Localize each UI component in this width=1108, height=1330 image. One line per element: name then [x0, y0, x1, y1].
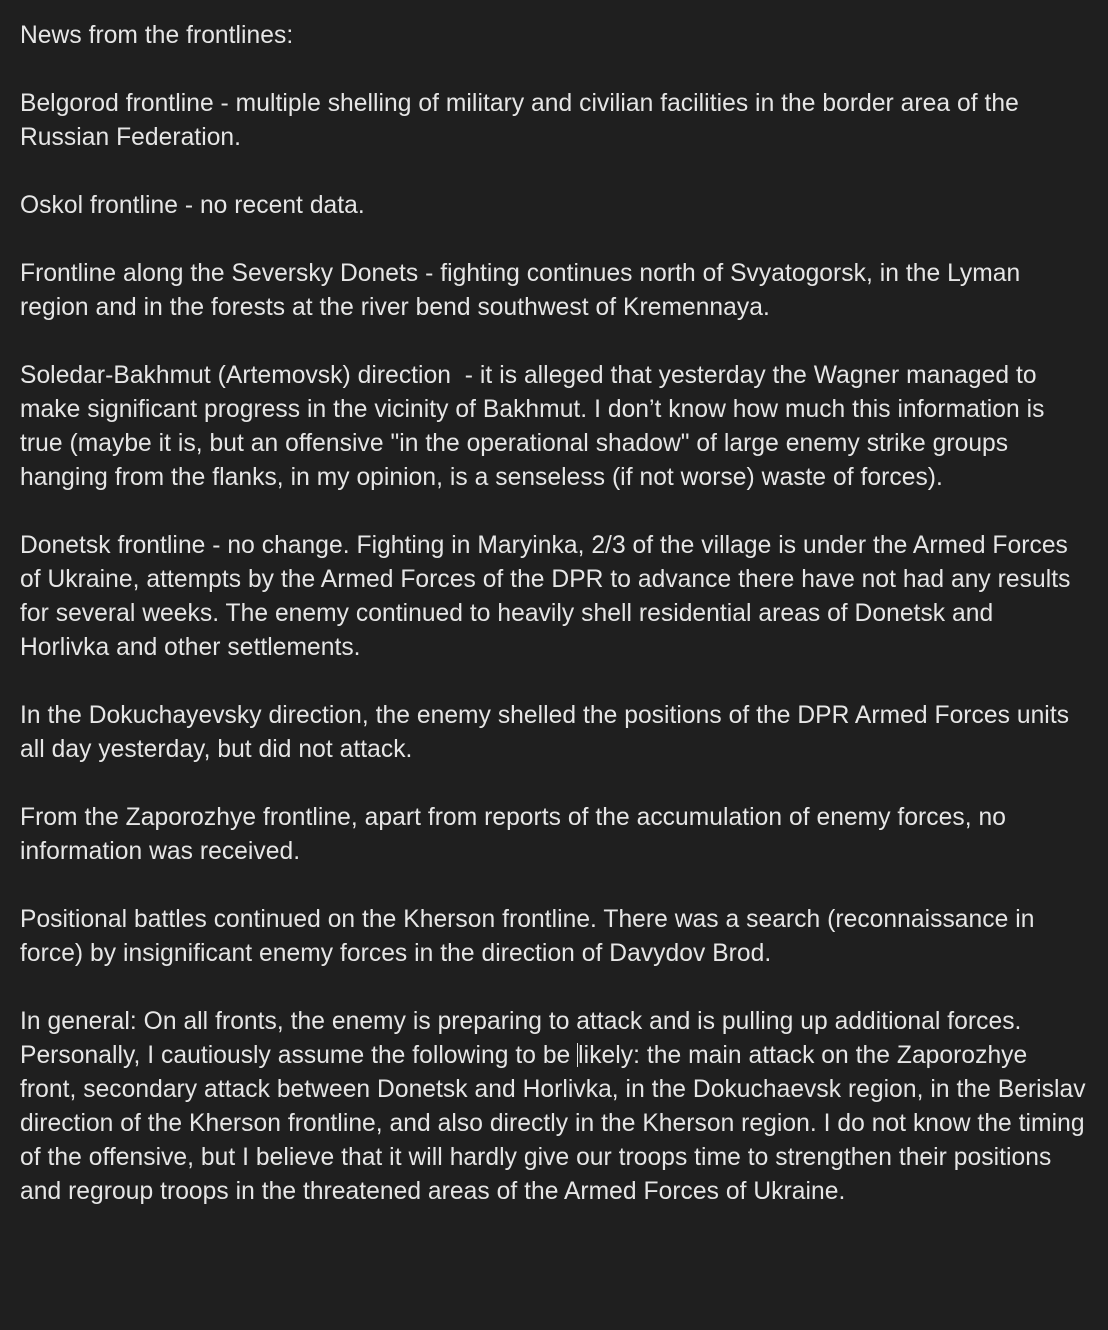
- paragraph-belgorod: Belgorod frontline - multiple shelling of military and civilian facilities in the border area of the Russian Federation.: [20, 90, 1026, 151]
- paragraph-heading: News from the frontlines:: [20, 22, 294, 49]
- paragraph-zaporozhye: From the Zaporozhye frontline, apart from reports of the accumulation of enemy forces, no information was received.: [20, 804, 1013, 865]
- paragraph-oskol: Oskol frontline - no recent data.: [20, 192, 365, 219]
- paragraph-kherson: Positional battles continued on the Kherson frontline. There was a search (reconnaissance in force) by insignificant enemy forces in the direction of Davydov Brod.: [20, 906, 1042, 967]
- paragraph-general-summary: [20, 1005, 1093, 1209]
- summary-text-after-caret: likely: the main attack on the Zaporozhye front, secondary attack between Donetsk and Horlivka, in the Dokuchaevsk region, in the Berislav direction of the Kherson frontline, and also directly in the Kherson region. I do not know the timing of the offensive, but I believe that it will hardly give our troops time to strengthen their positions and regroup troops in the threatened areas of the Armed Forces of Ukraine.: [20, 1042, 1093, 1205]
- paragraph-seversky-donets: Frontline along the Seversky Donets - fighting continues north of Svyatogorsk, in the Lyman region and in the forests at the river bend southwest of Kremennaya.: [20, 260, 1028, 321]
- paragraph-soledar-bakhmut: Soledar-Bakhmut (Artemovsk) direction - it is alleged that yesterday the Wagner managed to make significant progress in the vicinity of Bakhmut. I don’t know how much this information is true (maybe it is, but an offensive "in the operational shadow" of large enemy strike groups hanging from the flanks, in my opinion, is a senseless (if not worse) waste of forces).: [20, 362, 1052, 491]
- summary-text-before-caret: In general: On all fronts, the enemy is preparing to attack and is pulling up additional forces. Personally, I cautiously assume the following to be: [20, 1008, 1029, 1069]
- paragraph-donetsk: Donetsk frontline - no change. Fighting in Maryinka, 2/3 of the village is under the Armed Forces of Ukraine, attempts by the Armed Forces of the DPR to advance there have not had any results for several weeks. The enemy continued to heavily shell residential areas of Donetsk and Horlivka and other settlements.: [20, 532, 1078, 661]
- paragraph-dokuchayevsky: In the Dokuchayevsky direction, the enemy shelled the positions of the DPR Armed Forces units all day yesterday, but did not attack.: [20, 702, 1076, 763]
